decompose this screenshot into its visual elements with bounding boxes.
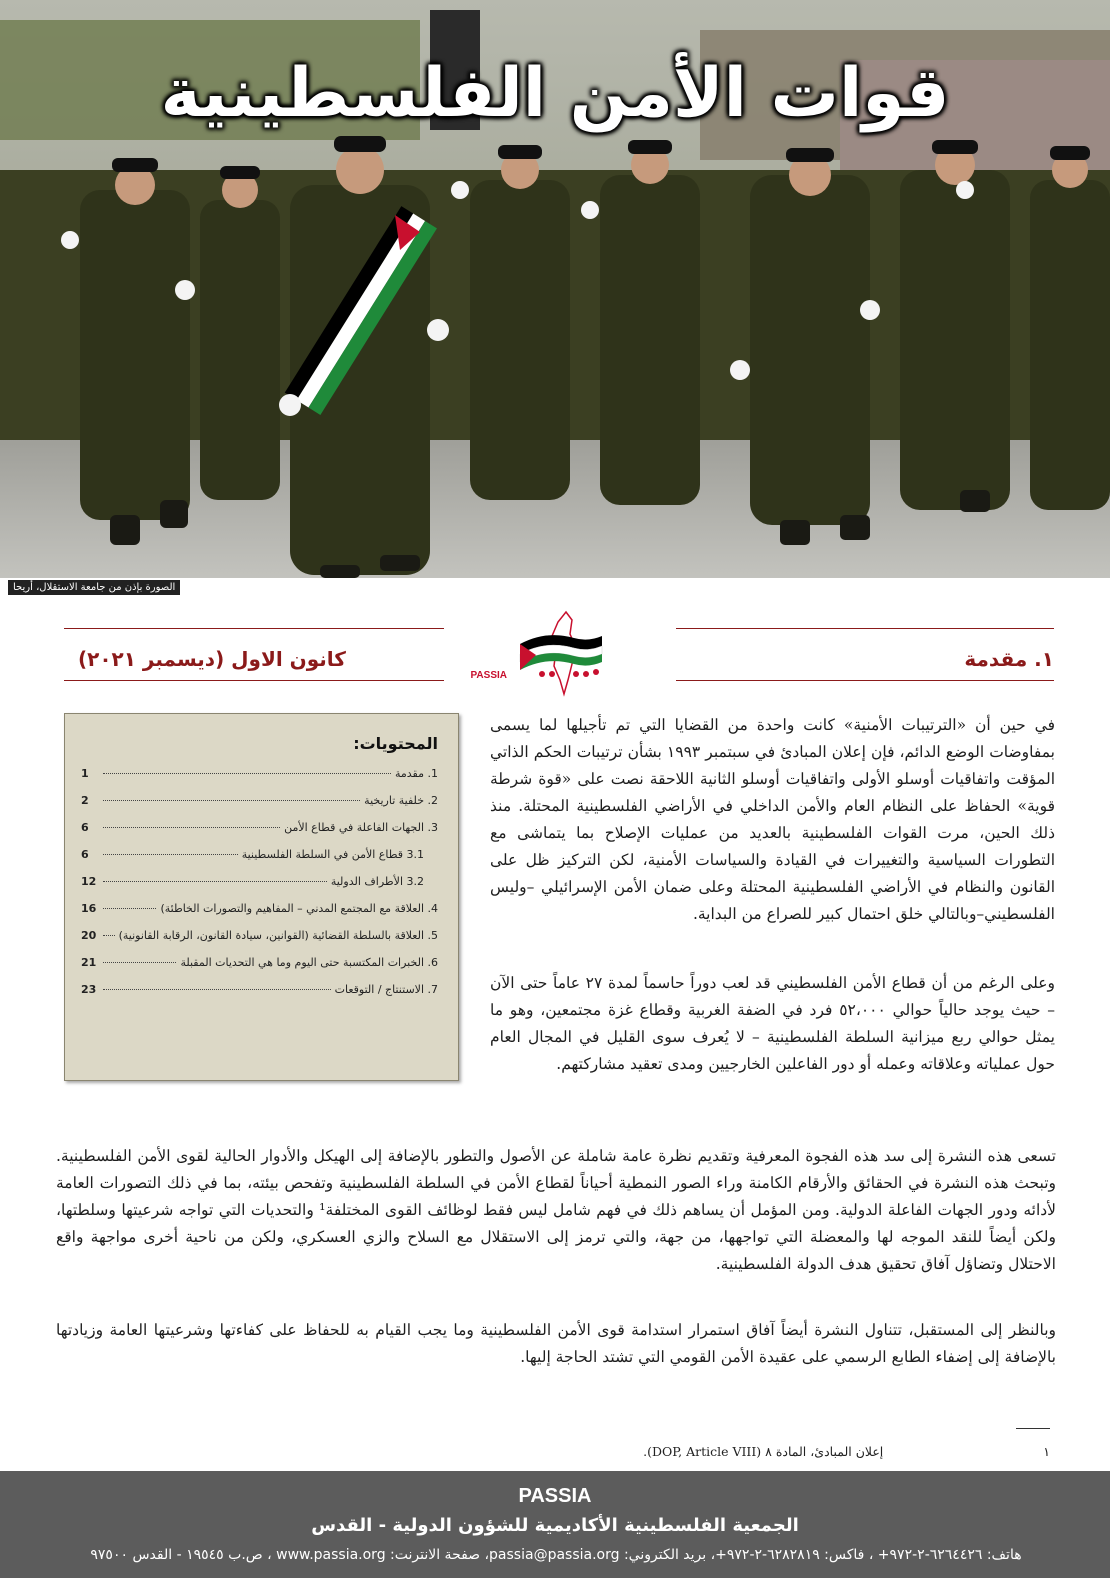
toc-item[interactable] [81,794,438,821]
footer-contact[interactable]: هاتف: ٦٢٦٤٤٢٦-٢-٩٧٢+ ، فاكس: ٦٢٨٢٨١٩-٢-٩٧٢+، بريد الكتروني: passia@passia.org، صفحة الانترنت: www.passia.org ، ص.ب ١٩٥٤٥ - القدس ٩٧٥٠٠ [90,1547,1022,1563]
toc-leader-dots [103,827,280,828]
toc-item-page: 21 [81,956,97,969]
header-rule-left-bottom [64,680,444,681]
photo-credit: الصورة بإذن من جامعة الاستقلال، أريحا [8,580,180,595]
toc-item-label: 1. مقدمة [394,767,438,780]
intro-paragraph-3: تسعى هذه النشرة إلى سد هذه الفجوة المعرفية وتقديم نظرة عامة شاملة عن الأصول والتطور بالإضافة إلى الهيكل والأدوار الحالية لقوى الأمن الفلسطينية. وتبحث هذه النشرة في الحقائق والأرقام الكامنة وراء الصور النمطية أحياناً لقطاع الأمن في السلطة الفلسطينية وتفحص بيئته، بما في ذلك التصورات العامة لأدائه ودور الجهات الفاعلة الدولية. ومن المؤمل أن يساهم ذلك في فهم شامل ليس فقط لوظائف القوى المختلفة¹ والتحديات التي تواجه شرعيتها وسلطتها، ولكن أيضاً للنقد الموجه لها والمعضلة التي تواجهها، من جهة، والتي ترمز إلى الاستقلال مع السلاح والزي العسكري، ولكن من ناحية أخرى مواجهة واقع الاحتلال وتضاؤل آفاق تحقيق هدف الدولة الفلسطينية. [56,1147,1056,1273]
toc-item[interactable] [81,821,438,848]
toc-item-page: 16 [81,902,97,915]
toc-item[interactable] [81,902,438,929]
palestine-map-icon [470,608,616,696]
toc-item-label: 6. الخبرات المكتسبة حتى اليوم وما هي التحديات المقبلة [180,956,438,969]
passia-logo [470,608,616,696]
hero-title: قوات الأمن الفلسطينية [160,54,950,133]
toc-item[interactable] [81,929,438,956]
toc-item-page: 6 [81,821,89,834]
toc-leader-dots [103,962,176,963]
footer-org-arabic: الجمعية الفلسطينية الأكاديمية للشؤون الدولية - القدس [311,1515,799,1536]
toc-item[interactable] [81,956,438,983]
table-of-contents [64,713,459,1081]
toc-item-page: 2 [81,794,89,807]
header-rule-right-top [676,628,1054,629]
toc-item[interactable] [81,767,438,794]
toc-leader-dots [103,800,360,801]
toc-item-label: 3.2 الأطراف الدولية [330,875,424,888]
page-footer [0,1471,1110,1578]
toc-item-label: 3. الجهات الفاعلة في قطاع الأمن [284,821,438,834]
toc-leader-dots [103,989,331,990]
footnote-text: إعلان المبادئ، المادة ٨ (DOP, Article VIII). [643,1444,884,1459]
toc-item-page: 23 [81,983,97,996]
intro-paragraph-2: وعلى الرغم من أن قطاع الأمن الفلسطيني قد لعب دوراً حاسماً لمدة ٢٧ عاماً حتى الآن – حيث يوجد حالياً حوالي ٥٢،٠٠٠ فرد في الضفة الغربية وقطاع غزة مجتمعين، وهو ما يمثل حوالي ربع ميزانية السلطة الفلسطينية – لا يُعرف سوى القليل في المجال العام حول عملياته وعلاقاته وعمله أو دور الفاعلين الخارجيين ومدى تعقيد مشاركتهم. [490,974,1055,1073]
toc-item-page: 12 [81,875,97,888]
footer-org-name: PASSIA [518,1485,592,1507]
toc-leader-dots [103,854,238,855]
header-rule-left-top [64,628,444,629]
toc-item-page: 1 [81,767,89,780]
intro-paragraph-4: وبالنظر إلى المستقبل، تتناول النشرة أيضاً آفاق استمرار استدامة قوى الأمن الفلسطينية وما يجب القيام به للحفاظ على كفاءتها وشرعيتها العامة وزيادتها بالإضافة إلى إضفاء الطابع الرسمي على عقيدة الأمن القومي التي تشتد الحاجة إليها. [56,1321,1056,1366]
toc-item-page: 6 [81,848,89,861]
toc-item[interactable] [81,875,438,902]
toc-item[interactable] [81,983,438,1010]
issue-date: كانون الاول (ديسمبر ٢٠٢١) [78,647,346,671]
toc-item-label: 3.1 قطاع الأمن في السلطة الفلسطينية [241,848,424,861]
toc-leader-dots [103,773,391,774]
toc-leader-dots [103,881,327,882]
toc-title: المحتويات: [353,734,438,753]
toc-leader-dots [103,935,115,936]
logo-text: PASSIA [470,670,507,681]
footnote [640,1444,1050,1459]
toc-item-label: 4. العلاقة مع المجتمع المدني – المفاهيم والتصورات الخاطئة) [160,902,438,915]
toc-leader-dots [103,908,156,909]
toc-item[interactable] [81,848,438,875]
toc-item-label: 5. العلاقة بالسلطة القضائية (القوانين، سيادة القانون، الرقابة القانونية) [118,929,438,942]
toc-item-page: 20 [81,929,97,942]
header-rule-right-bottom [676,680,1054,681]
footnote-rule [1016,1428,1050,1429]
toc-item-label: 7. الاستنتاج / التوقعات [334,983,438,996]
hero-photo [0,0,1110,602]
intro-paragraph-1: في حين أن «الترتيبات الأمنية» كانت واحدة من القضايا التي تم تأجيلها لما يسمى بمفاوضات الوضع الدائم، فإن إعلان المبادئ في سبتمبر ١٩٩٣ بشأن ترتيبات الحكم الذاتي المؤقت واتفاقيات أوسلو الأولى واتفاقيات أوسلو الثانية اللاحقة نصت على «قوة شرطة قوية» الحفاظ على النظام العام والأمن الداخلي في الأراضي الفلسطينية المحتلة. منذ ذلك الحين، مرت القوات الفلسطينية بالعديد من عمليات الإصلاح بما يتماشى مع التطورات السياسية والتغييرات في القيادة والسياسات الأمنية، لكن التركيز ظل على القانون والنظام في الأراضي الفلسطينية المحتلة وعلى ضمان الأمن الإسرائيلي –وليس الفلسطيني–وبالتالي خلق احتمال كبير للصراع من البداية. [490,716,1055,923]
section-title: ١. مقدمة [964,647,1054,671]
footnote-number: ١ [1043,1444,1050,1459]
toc-item-label: 2. خلفية تاريخية [364,794,438,807]
